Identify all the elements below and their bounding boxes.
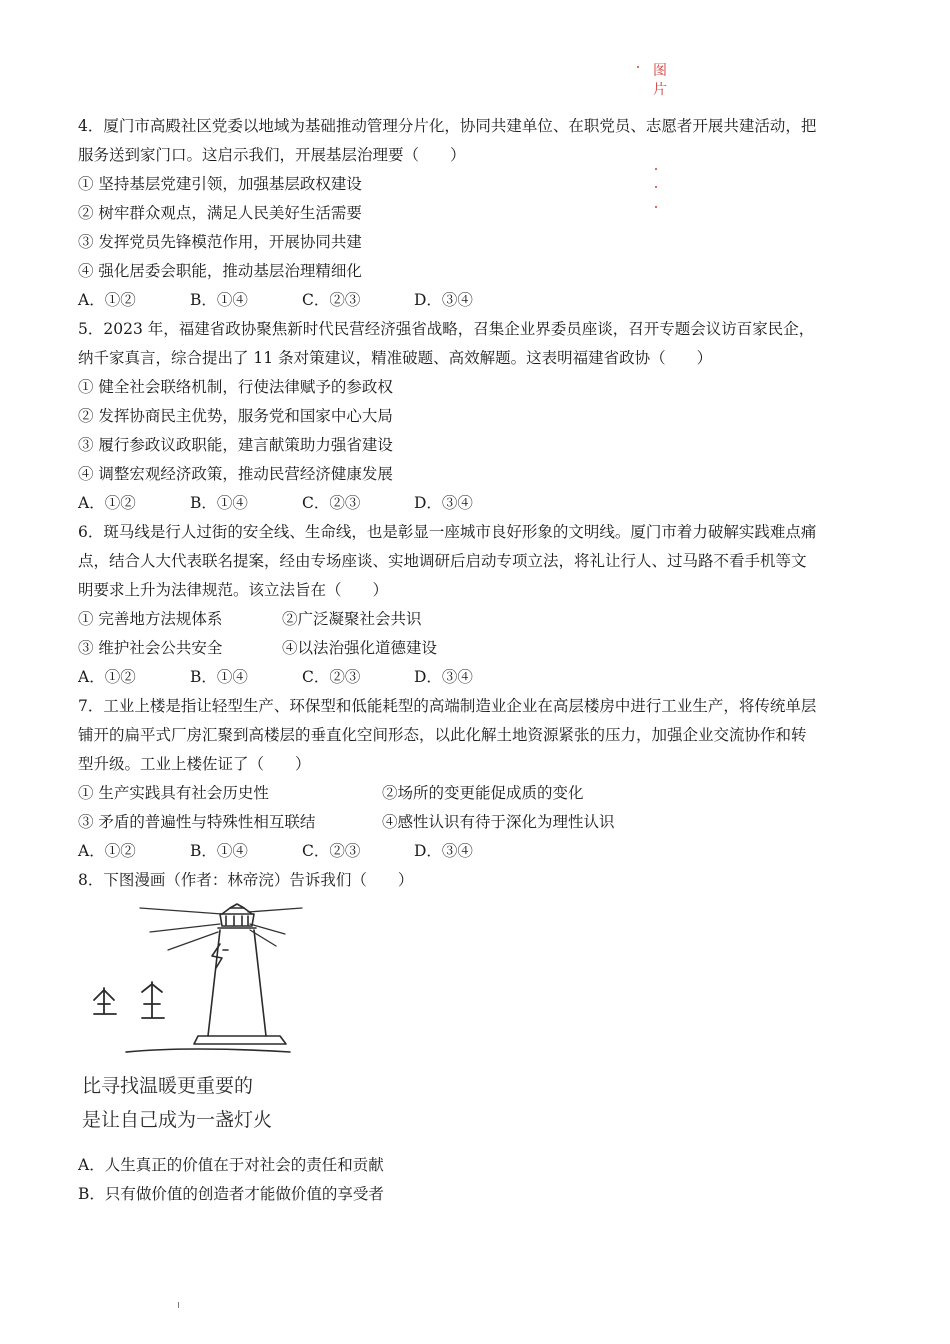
- choice-b[interactable]: B．①④: [190, 842, 248, 860]
- red-dot: [655, 186, 657, 188]
- choice-c[interactable]: C．②③: [302, 842, 361, 860]
- question-7-choices: [78, 841, 526, 861]
- question-6-stem-line: 6．斑马线是行人过街的安全线、生命线，也是彰显一座城市良好形象的文明线。厦门市着力破解实践难点痛: [78, 523, 817, 541]
- question-5-item: ① 健全社会联络机制，行使法律赋予的参政权: [78, 378, 393, 396]
- question-6-item: ②广泛凝聚社会共识: [282, 610, 422, 628]
- question-7-item: ③ 矛盾的普遍性与特殊性相互联结: [78, 813, 316, 831]
- side-note-char: 图: [653, 63, 667, 79]
- question-6-choices: [78, 667, 526, 687]
- question-7-item: ②场所的变更能促成质的变化: [382, 784, 584, 802]
- question-7-stem-line: 7．工业上楼是指让轻型生产、环保型和低能耗型的高端制造业企业在高层楼房中进行工业生产，将传统单层: [78, 697, 817, 715]
- question-5-item: ③ 履行参政议政职能，建言献策助力强省建设: [78, 436, 393, 454]
- question-4-choices: [78, 290, 526, 310]
- choice-d[interactable]: D．③④: [414, 842, 473, 860]
- question-6-item-row: [78, 609, 422, 629]
- question-6-item: ④以法治强化道德建设: [282, 639, 438, 657]
- choice-a[interactable]: A．①②: [78, 668, 136, 686]
- page-mark: [178, 1302, 179, 1308]
- choice-a[interactable]: A．①②: [78, 291, 136, 309]
- question-7-stem-line: 型升级。工业上楼佐证了（ ）: [78, 755, 311, 773]
- question-5-choices: [78, 493, 526, 513]
- question-5-item: ④ 调整宏观经济政策，推动民营经济健康发展: [78, 465, 393, 483]
- question-6-item-row: [78, 638, 437, 658]
- question-4-item: ① 坚持基层党建引领，加强基层政权建设: [78, 175, 362, 193]
- choice-c[interactable]: C．②③: [302, 668, 361, 686]
- choice-b[interactable]: B．①④: [190, 668, 248, 686]
- question-7-item-row: [78, 812, 615, 832]
- choice-b[interactable]: B．①④: [190, 291, 248, 309]
- choice-c[interactable]: C．②③: [302, 494, 361, 512]
- choice-d[interactable]: D．③④: [414, 668, 473, 686]
- choice-a[interactable]: A．①②: [78, 842, 136, 860]
- red-dot: [655, 206, 657, 208]
- question-7-stem-line: 铺开的扁平式厂房汇聚到高楼层的垂直化空间形态，以此化解土地资源紧张的压力，加强企业交流协作和转: [78, 726, 807, 744]
- question-7-item-row: [78, 783, 584, 803]
- choice-b[interactable]: B．①④: [190, 494, 248, 512]
- question-5-stem-line: 5．2023 年，福建省政协聚焦新时代民营经济强省战略，召集企业界委员座谈，召开专题会议访百家民企，: [78, 320, 815, 338]
- question-5-item: ② 发挥协商民主优势，服务党和国家中心大局: [78, 407, 393, 425]
- question-7-item: ① 生产实践具有社会历史性: [78, 784, 269, 802]
- question-4-item: ② 树牢群众观点，满足人民美好生活需要: [78, 204, 362, 222]
- image-side-note: [651, 62, 669, 100]
- choice-d[interactable]: D．③④: [414, 494, 473, 512]
- question-5-stem-line: 纳千家真言，综合提出了 11 条对策建议，精准破题、高效解题。这表明福建省政协（ ）: [78, 349, 713, 367]
- question-6-stem-line: 明要求上升为法律规范。该立法旨在（ ）: [78, 581, 389, 599]
- people-icon: [94, 982, 164, 1018]
- question-8-stem-line: 8．下图漫画（作者：林帝浣）告诉我们（ ）: [78, 871, 414, 889]
- cartoon-caption-line: 是让自己成为一盏灯火: [82, 1109, 273, 1131]
- choice-c[interactable]: C．②③: [302, 291, 361, 309]
- question-4-item: ③ 发挥党员先锋模范作用，开展协同共建: [78, 233, 362, 251]
- lighthouse-icon: [126, 904, 290, 1052]
- side-note-char: 片: [653, 82, 667, 98]
- question-6-item: ① 完善地方法规体系: [78, 610, 223, 628]
- red-dot: [637, 66, 639, 68]
- choice-d[interactable]: D．③④: [414, 291, 473, 309]
- choice-a[interactable]: A．①②: [78, 494, 136, 512]
- cartoon-caption-line: 比寻找温暖更重要的: [82, 1075, 254, 1097]
- question-8-choice[interactable]: A．人生真正的价值在于对社会的责任和贡献: [78, 1156, 384, 1174]
- red-dot: [655, 168, 657, 170]
- question-4-item: ④ 强化居委会职能，推动基层治理精细化: [78, 262, 362, 280]
- question-4-stem-line: 4．厦门市高殿社区党委以地域为基础推动管理分片化，协同共建单位、在职党员、志愿者开展共建活动，把: [78, 117, 817, 135]
- question-4-stem-line: 服务送到家门口。这启示我们，开展基层治理要（ ）: [78, 146, 466, 164]
- question-6-stem-line: 点，结合人大代表联名提案，经由专场座谈、实地调研后启动专项立法，将礼让行人、过马路不看手机等文: [78, 552, 807, 570]
- question-6-item: ③ 维护社会公共安全: [78, 639, 223, 657]
- question-7-item: ④感性认识有待于深化为理性认识: [382, 813, 615, 831]
- lighthouse-cartoon: [80, 900, 310, 1140]
- question-8-choice[interactable]: B．只有做价值的创造者才能做价值的享受者: [78, 1185, 384, 1203]
